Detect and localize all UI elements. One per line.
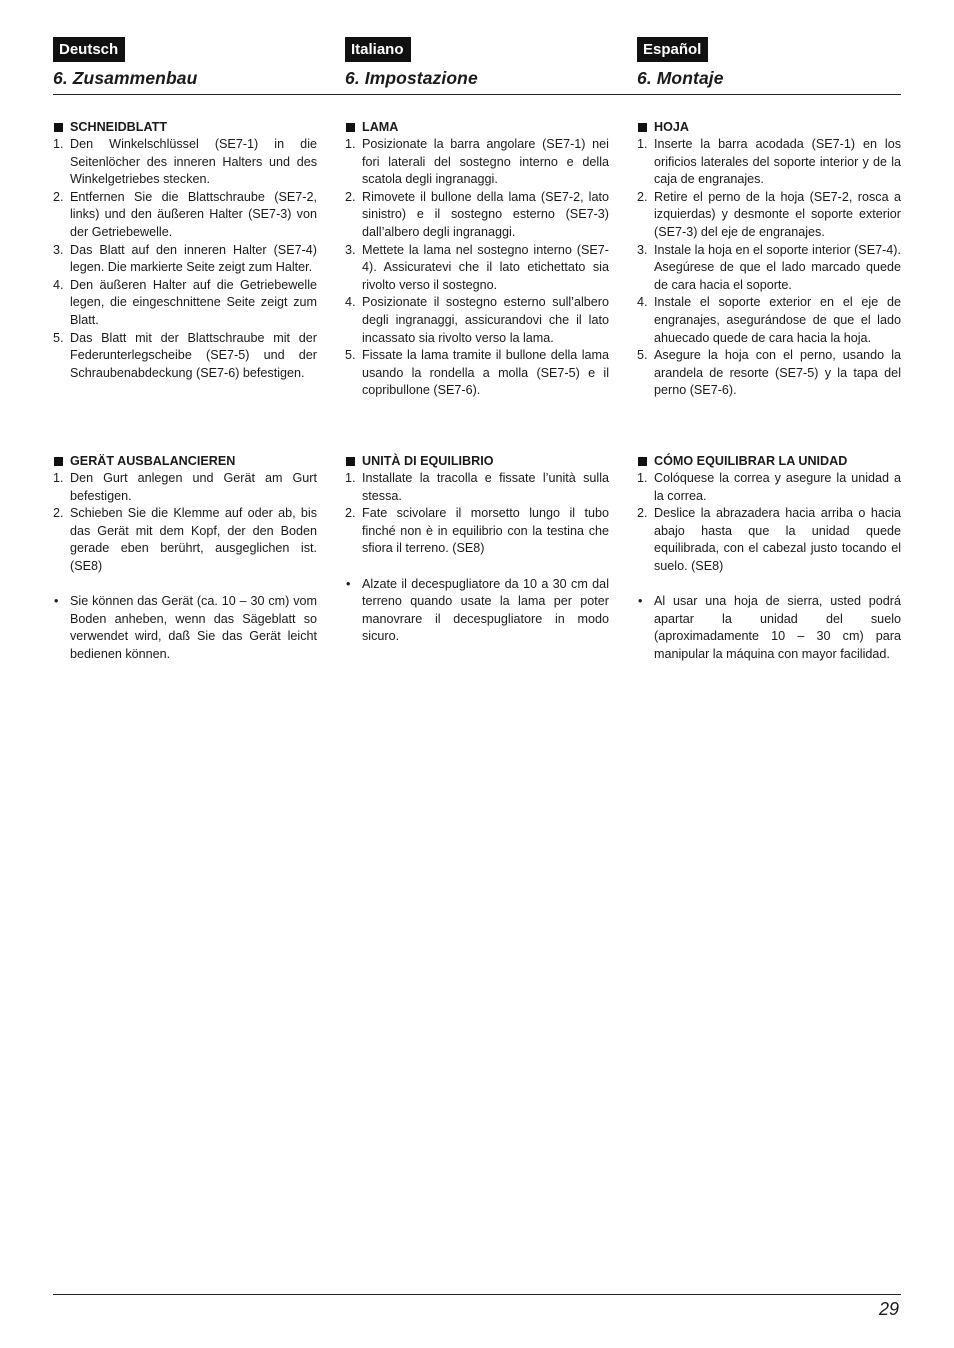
list-item: [53, 277, 317, 330]
step-number: 4.: [53, 277, 64, 292]
bullet-dot-icon: •: [54, 594, 59, 609]
language-tab: Italiano: [345, 37, 411, 62]
step-number: 5.: [637, 348, 648, 363]
list-item: [345, 505, 609, 558]
step-number: 2.: [637, 189, 648, 204]
list-item: [345, 347, 609, 400]
subsection-heading: [637, 453, 901, 470]
blade-section-espanol: [637, 119, 901, 400]
blade-section-italiano: [345, 119, 609, 400]
square-bullet-icon: [54, 457, 63, 466]
subsection-heading: [637, 119, 901, 136]
steps-list: [637, 470, 901, 576]
column-header-italiano: [345, 37, 609, 89]
bullet-note: [345, 576, 609, 646]
step-text: Entfernen Sie die Blattschraube (SE7-2, links) und den äußeren Halter (SE7-3) von der Getriebewelle.: [70, 189, 317, 239]
list-item: [637, 347, 901, 400]
steps-list: [53, 470, 317, 576]
balance-section-espanol: [637, 453, 901, 664]
step-text: Colóquese la correa y asegure la unidad a la correa.: [654, 471, 901, 503]
step-number: 2.: [345, 506, 356, 521]
subsection-heading-text: HOJA: [654, 120, 689, 134]
list-item: [637, 136, 901, 189]
step-text: Fissate la lama tramite il bullone della lama usando la rondella a molla (SE7-5) e il copribullone (SE7-6).: [362, 348, 609, 398]
step-text: Instale la hoja en el soporte interior (SE7-4). Asegúrese de que el lado marcado quede de cara hacia el soporte.: [654, 242, 901, 292]
list-item: [637, 189, 901, 242]
balance-section-deutsch: [53, 453, 317, 664]
step-number: 5.: [345, 348, 356, 363]
list-item: [53, 470, 317, 505]
bullet-dot-icon: •: [638, 594, 643, 609]
step-number: 5.: [53, 330, 64, 345]
bullet-dot-icon: •: [346, 576, 351, 591]
list-item: [53, 136, 317, 189]
subsection-heading-text: UNITÀ DI EQUILIBRIO: [362, 454, 494, 468]
step-text: Installate la tracolla e fissate l’unità sulla stessa.: [362, 471, 609, 503]
list-item: [53, 189, 317, 242]
step-number: 2.: [53, 189, 64, 204]
step-number: 2.: [345, 189, 356, 204]
step-text: Rimovete il bullone della lama (SE7-2, lato sinistro) e il sostegno esterno (SE7-3) dall’albero degli ingranaggi.: [362, 189, 609, 239]
header-divider: [53, 94, 901, 95]
step-text: Inserte la barra acodada (SE7-1) en los orificios laterales del soporte interior y de la caja de engranajes.: [654, 137, 901, 187]
step-text: Fate scivolare il morsetto lungo il tubo finché non è in equilibrio con la testina che sfiora il terreno. (SE8): [362, 506, 609, 556]
step-text: Den Winkelschlüssel (SE7-1) in die Seitenlöcher des inneren Halters und des Winkelgetriebes stecken.: [70, 137, 317, 187]
language-tab: Español: [637, 37, 708, 62]
step-number: 1.: [345, 137, 356, 151]
step-text: Schieben Sie die Klemme auf oder ab, bis das Gerät mit dem Kopf, der den Boden gerade eben berührt, ausgeglichen ist. (SE8): [70, 506, 317, 573]
note-text: Alzate il decespugliatore da 10 a 30 cm dal terreno quando usate la lama per poter manovrare il decespugliatore in modo sicuro.: [362, 576, 609, 644]
step-text: Deslice la abrazadera hacia arriba o hacia abajo hasta que la unidad quede equilibrada, con el cabezal justo tocando el suelo. (SE8): [654, 506, 901, 573]
steps-list: [637, 136, 901, 400]
list-item: [53, 330, 317, 383]
step-text: Instale el soporte exterior en el eje de engranajes, asegurándose de que el lado ahuecado quede de cara hacia la hoja.: [654, 295, 901, 345]
subsection-heading: [345, 119, 609, 136]
square-bullet-icon: [346, 457, 355, 466]
note-text: Sie können das Gerät (ca. 10 – 30 cm) vom Boden anheben, wenn das Sägeblatt so verwendet wird, daß Sie das Gerät leicht bedienen können.: [70, 594, 317, 661]
list-item: [637, 505, 901, 575]
step-number: 1.: [637, 471, 648, 485]
step-number: 4.: [345, 295, 356, 310]
list-item: [345, 136, 609, 189]
step-number: 1.: [53, 137, 64, 151]
square-bullet-icon: [346, 123, 355, 132]
step-number: 3.: [345, 242, 356, 257]
page-number: 29: [878, 1299, 899, 1319]
list-item: [345, 189, 609, 242]
steps-list: [53, 136, 317, 382]
square-bullet-icon: [638, 457, 647, 466]
square-bullet-icon: [638, 123, 647, 132]
note-text: Al usar una hoja de sierra, usted podrá apartar la unidad del suelo (aproximadamente 10 – 30 cm) para manipular la máquina con mayor facilidad.: [654, 594, 901, 661]
list-item: [345, 242, 609, 295]
subsection-heading-text: CÓMO EQUILIBRAR LA UNIDAD: [654, 454, 848, 468]
step-number: 1.: [53, 471, 64, 485]
step-text: Das Blatt auf den inneren Halter (SE7-4) legen. Die markierte Seite zeigt zum Halter.: [70, 242, 317, 275]
step-number: 3.: [637, 242, 648, 257]
square-bullet-icon: [54, 123, 63, 132]
subsection-heading: [53, 453, 317, 470]
step-number: 1.: [345, 471, 356, 485]
list-item: [637, 242, 901, 295]
subsection-heading-text: GERÄT AUSBALANCIEREN: [70, 454, 236, 468]
step-number: 3.: [53, 242, 64, 257]
list-item: [53, 505, 317, 575]
list-item: [345, 470, 609, 505]
subsection-heading-text: LAMA: [362, 120, 399, 134]
subsection-heading-text: SCHNEIDBLATT: [70, 120, 168, 134]
subsection-heading: [53, 119, 317, 136]
step-number: 1.: [637, 137, 648, 151]
footer-divider: [53, 1294, 901, 1295]
step-text: Asegure la hoja con el perno, usando la arandela de resorte (SE7-5) y la tapa del perno (SE7-6).: [654, 348, 901, 398]
bullet-note: [637, 593, 901, 663]
section-title: 6. Impostazione: [345, 68, 478, 88]
steps-list: [345, 470, 609, 558]
language-tab: Deutsch: [53, 37, 125, 62]
balance-section-italiano: [345, 453, 609, 646]
column-header-espanol: [637, 37, 901, 89]
step-text: Posizionate il sostegno esterno sull’albero degli ingranaggi, assicurandovi che il lato incassato sia rivolto verso la lama.: [362, 295, 609, 345]
step-text: Retire el perno de la hoja (SE7-2, rosca a izquierdas) y desmonte el soporte exterior (SE7-3) del eje de engranajes.: [654, 189, 901, 239]
step-text: Posizionate la barra angolare (SE7-1) nei fori laterali del sostegno interno e della scatola degli ingranaggi.: [362, 137, 609, 187]
subsection-heading: [345, 453, 609, 470]
step-text: Den Gurt anlegen und Gerät am Gurt befestigen.: [70, 471, 317, 503]
list-item: [637, 294, 901, 347]
steps-list: [345, 136, 609, 400]
section-title: 6. Zusammenbau: [53, 68, 198, 88]
list-item: [53, 242, 317, 277]
column-header-deutsch: [53, 37, 317, 89]
step-text: Mettete la lama nel sostegno interno (SE7-4). Assicuratevi che il lato etichettato sia rivolto verso il sostegno.: [362, 242, 609, 292]
step-number: 2.: [637, 506, 648, 521]
step-text: Das Blatt mit der Blattschraube mit der Federunterlegscheibe (SE7-5) und der Schraubenabdeckung (SE7-6) befestigen.: [70, 330, 317, 380]
list-item: [637, 470, 901, 505]
step-text: Den äußeren Halter auf die Getriebewelle legen, die eingeschnittene Seite zeigt zum Blatt.: [70, 277, 317, 327]
list-item: [345, 294, 609, 347]
step-number: 4.: [637, 295, 648, 310]
section-title: 6. Montaje: [637, 68, 724, 88]
blade-section-deutsch: [53, 119, 317, 382]
step-number: 2.: [53, 506, 64, 521]
bullet-note: [53, 593, 317, 663]
